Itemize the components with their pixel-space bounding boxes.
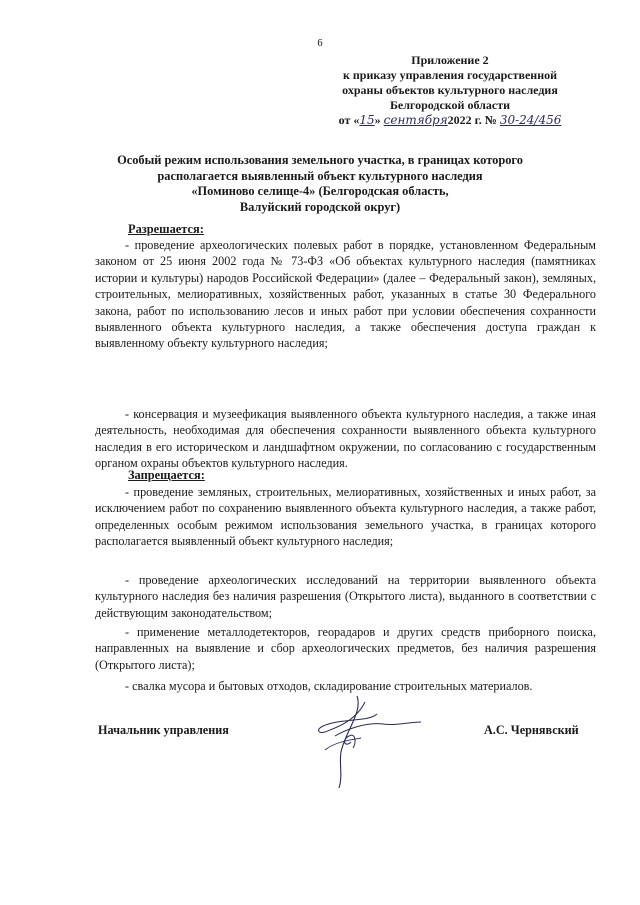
page-number: 6 [317, 38, 323, 49]
forbidden-item: - проведение земляных, строительных, мелиоративных, хозяйственных и иных работ, за исключением работ по сохранению выявленного объекта культурного наследия, а также работ, определенных особым режимом использования земельного участка, в границах которого располагается выявленный объект культурного наследия; [95, 485, 596, 549]
order-year: 2022 г. № [447, 113, 497, 127]
allowed-heading: Разрешается: [128, 222, 204, 236]
forbidden-item: - проведение археологических исследований на территории выявленного объекта культурного наследия без наличия разрешения (Открытого листа), выданного в соответствии с действующим законодательством; [95, 573, 596, 620]
handwritten-month: сентября [383, 113, 448, 127]
appendix-line: охраны объектов культурного наследия [342, 83, 558, 97]
allowed-item: - проведение археологических полевых работ в порядке, установленном Федеральным законом от 25 июня 2002 года № 73-ФЗ «Об объектах культурного наследия (памятниках истории и культуры) народов Российской Федерации» (далее – Федеральный закон), земляных, строительных, мелиоративных, хозяйственных работ, указанных в статье 30 Федерального закона, работ по использованию лесов и иных работ при условии обеспечения сохранности выявленного объекта культурного наследия, а также обеспечения доступа граждан к выявленному объекту культурного наследия; [95, 238, 596, 351]
title-line: «Поминово селище-4» (Белгородская область, [191, 184, 449, 198]
forbidden-item: - свалка мусора и бытовых отходов, складирование строительных материалов. [125, 679, 533, 693]
title-line: Валуйский городской округ) [239, 199, 401, 214]
handwritten-order-number: 30-24/456 [499, 113, 562, 127]
signature-icon [305, 692, 445, 792]
forbidden-item: - применение металлодетекторов, георадаров и других средств приборного поиска, направленных на выявление и сбор археологических предметов, без наличия разрешения (Открытого листа); [95, 625, 596, 672]
title-line: Особый режим использования земельного участка, в границах которого [117, 153, 523, 167]
order-date-line [300, 113, 600, 128]
document-title [70, 153, 570, 215]
date-mid: » [374, 113, 381, 127]
allowed-item: - консервация и музеефикация выявленного объекта культурного наследия, а также иная деятельность, необходимая для обеспечения сохранности выявленного объекта культурного наследия в его историческом и ландшафтном окружении, по согласованию с государственным органом охраны объектов культурного наследия. [95, 407, 596, 471]
appendix-line: Белгородской области [389, 98, 511, 112]
date-prefix: от « [338, 113, 360, 127]
signatory-position: Начальник управления [98, 723, 229, 737]
signatory-name: А.С. Чернявский [484, 723, 579, 737]
handwritten-day: 15 [359, 113, 375, 127]
appendix-line: к приказу управления государственной [342, 68, 558, 82]
handwritten-signature [305, 692, 445, 797]
appendix-title: Приложение 2 [411, 53, 489, 67]
title-line: располагается выявленный объект культурного наследия [157, 168, 483, 183]
appendix-header [300, 53, 600, 128]
forbidden-heading: Запрещается: [128, 468, 205, 482]
